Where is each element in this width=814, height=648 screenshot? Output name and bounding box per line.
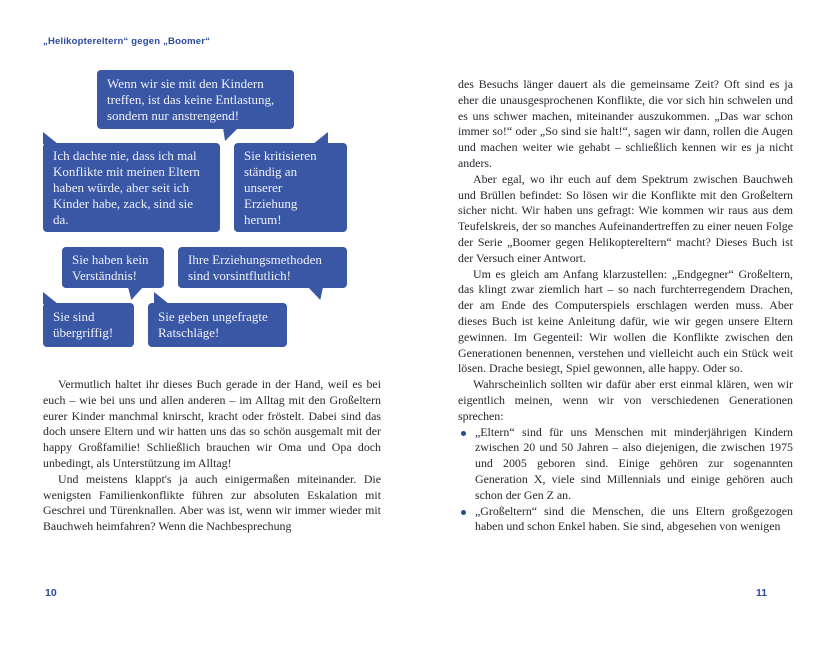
paragraph: des Besuchs länger dauert als die gemeinsame Zeit? Oft sind es ja eher die unausgesprochenen Konflikte, die vor sich hin schwelen und es uns schwer machen, miteinander auszukommen. „Das war schon immer so!“ oder „So sind sie halt!“, sagen wir dann, rollen die Augen und machen weiter wie gehabt – schließlich kennen wir es ja nicht anders. (458, 77, 793, 170)
speech-bubble-tail (128, 287, 143, 300)
speech-bubble-2 (43, 143, 220, 232)
speech-bubble-text: Wenn wir sie mit den Kindern treffen, ist das keine Entlastung, sondern nur anstrengend! (107, 75, 275, 123)
list-item (458, 425, 793, 504)
speech-bubble-7 (148, 303, 287, 347)
speech-bubble-1 (97, 70, 294, 129)
speech-bubble-text: Sie kritisieren ständig an unserer Erziehung herum! (244, 148, 317, 227)
bullet-icon (461, 510, 466, 515)
speech-bubble-5 (178, 247, 347, 288)
paragraph: Und meistens klappt's ja auch einigermaßen miteinander. Die wenigsten Familienkonflikte führen zur absoluten Eskalation mit Geschrei und Türenknallen. Aber was ist, wenn wir immer wieder mit Bauchweh heimfahren? Wenn die Nachbesprechung (43, 471, 381, 534)
paragraph: Wahrscheinlich sollten wir dafür aber erst einmal klären, wen wir eigentlich meinen, wenn wir von verschiedenen Generationen sprechen: (458, 377, 793, 423)
speech-bubble-tail (43, 132, 58, 144)
speech-bubble-tail (313, 132, 328, 144)
paragraph: Aber egal, wo ihr euch auf dem Spektrum zwischen Bauchweh und Brüllen befindet: So lösen wir die Konflikte mit den Großeltern sicher nicht. Wir haben uns gefragt: Wie kommen wir raus aus dem Teufelskreis, der so manches Aufeinandertreffen zu einer neuen Folge der Serie „Boomer gegen Helikoptereltern“ macht? Dieses Buch ist der Versuch einer Antwort. (458, 171, 793, 265)
page-number-left: 10 (45, 587, 57, 599)
generation-definition-list (458, 425, 793, 536)
speech-bubble-tail (223, 128, 238, 141)
speech-bubble-text: Ihre Erziehungsmethoden sind vorsintflutlich! (188, 251, 322, 283)
speech-bubble-3 (234, 143, 347, 232)
speech-bubble-text: Sie haben kein Verständnis! (72, 251, 149, 283)
speech-bubble-text: Sie geben ungefragte Ratschläge! (158, 309, 268, 340)
speech-bubble-text: Ich dachte nie, dass ich mal Konflikte mit meinen Eltern haben würde, aber seit ich Kinder habe, zack, sind sie da. (53, 147, 200, 227)
paragraph: Vermutlich haltet ihr dieses Buch gerade in der Hand, weil es bei euch – wie bei uns und allen anderen – im Alltag mit den Großeltern eurer Kinder manchmal knirscht, kracht oder fröstelt. Dabei sind das doch unsere Eltern und wir hatten uns das so schön ausgemalt mit der happy Großfamilie! Schließlich brauchen wir Oma und Opa doch unbedingt, als Unterstützung im Alltag! (43, 377, 381, 470)
bullet-icon (461, 431, 466, 436)
list-item (458, 504, 793, 536)
speech-bubble-text: Sie sind übergriffig! (53, 309, 114, 340)
speech-bubble-tail (43, 292, 58, 304)
list-item-text: „Eltern“ sind für uns Menschen mit minderjährigen Kindern zwischen 20 und 50 Jahren – also diejenigen, die zwischen 1975 und 2005 geboren sind. Einige gehören zur sogenannten Generation X, viele sind Millennials und einige gehören auch schon der Gen Z an. (475, 424, 793, 502)
speech-bubble-4 (62, 247, 164, 288)
speech-bubble-tail (308, 287, 323, 300)
speech-bubble-tail (154, 292, 169, 304)
speech-bubble-6 (43, 303, 134, 347)
paragraph: Um es gleich am Anfang klarzustellen: „Endgegner“ Großeltern, das klingt zwar ziemlich hart – so nach furchterregendem Drachen, der am Ende des Computerspiels erschlagen werden muss. Aber dieses Buch ist keine Anleitung dafür, wie wir gegen unsere Eltern gewinnen. Im Gegenteil: Wir wollen die Konflikte zwischen den Generationen benennen, verstehen und vielleicht auch ein Stück weit lösen. Drache besiegt, Spiel gewonnen, alle happy. Oder so. (458, 266, 793, 376)
right-page-body (458, 77, 793, 535)
list-item-text: „Großeltern“ sind die Menschen, die uns Eltern großgezogen haben und schon Enkel haben. Sie sind, abgesehen von wenigen (475, 503, 793, 534)
left-page-body (43, 377, 381, 535)
page-number-right: 11 (756, 587, 768, 599)
running-head: „Helikoptereltern“ gegen „Boomer“ (43, 36, 211, 47)
